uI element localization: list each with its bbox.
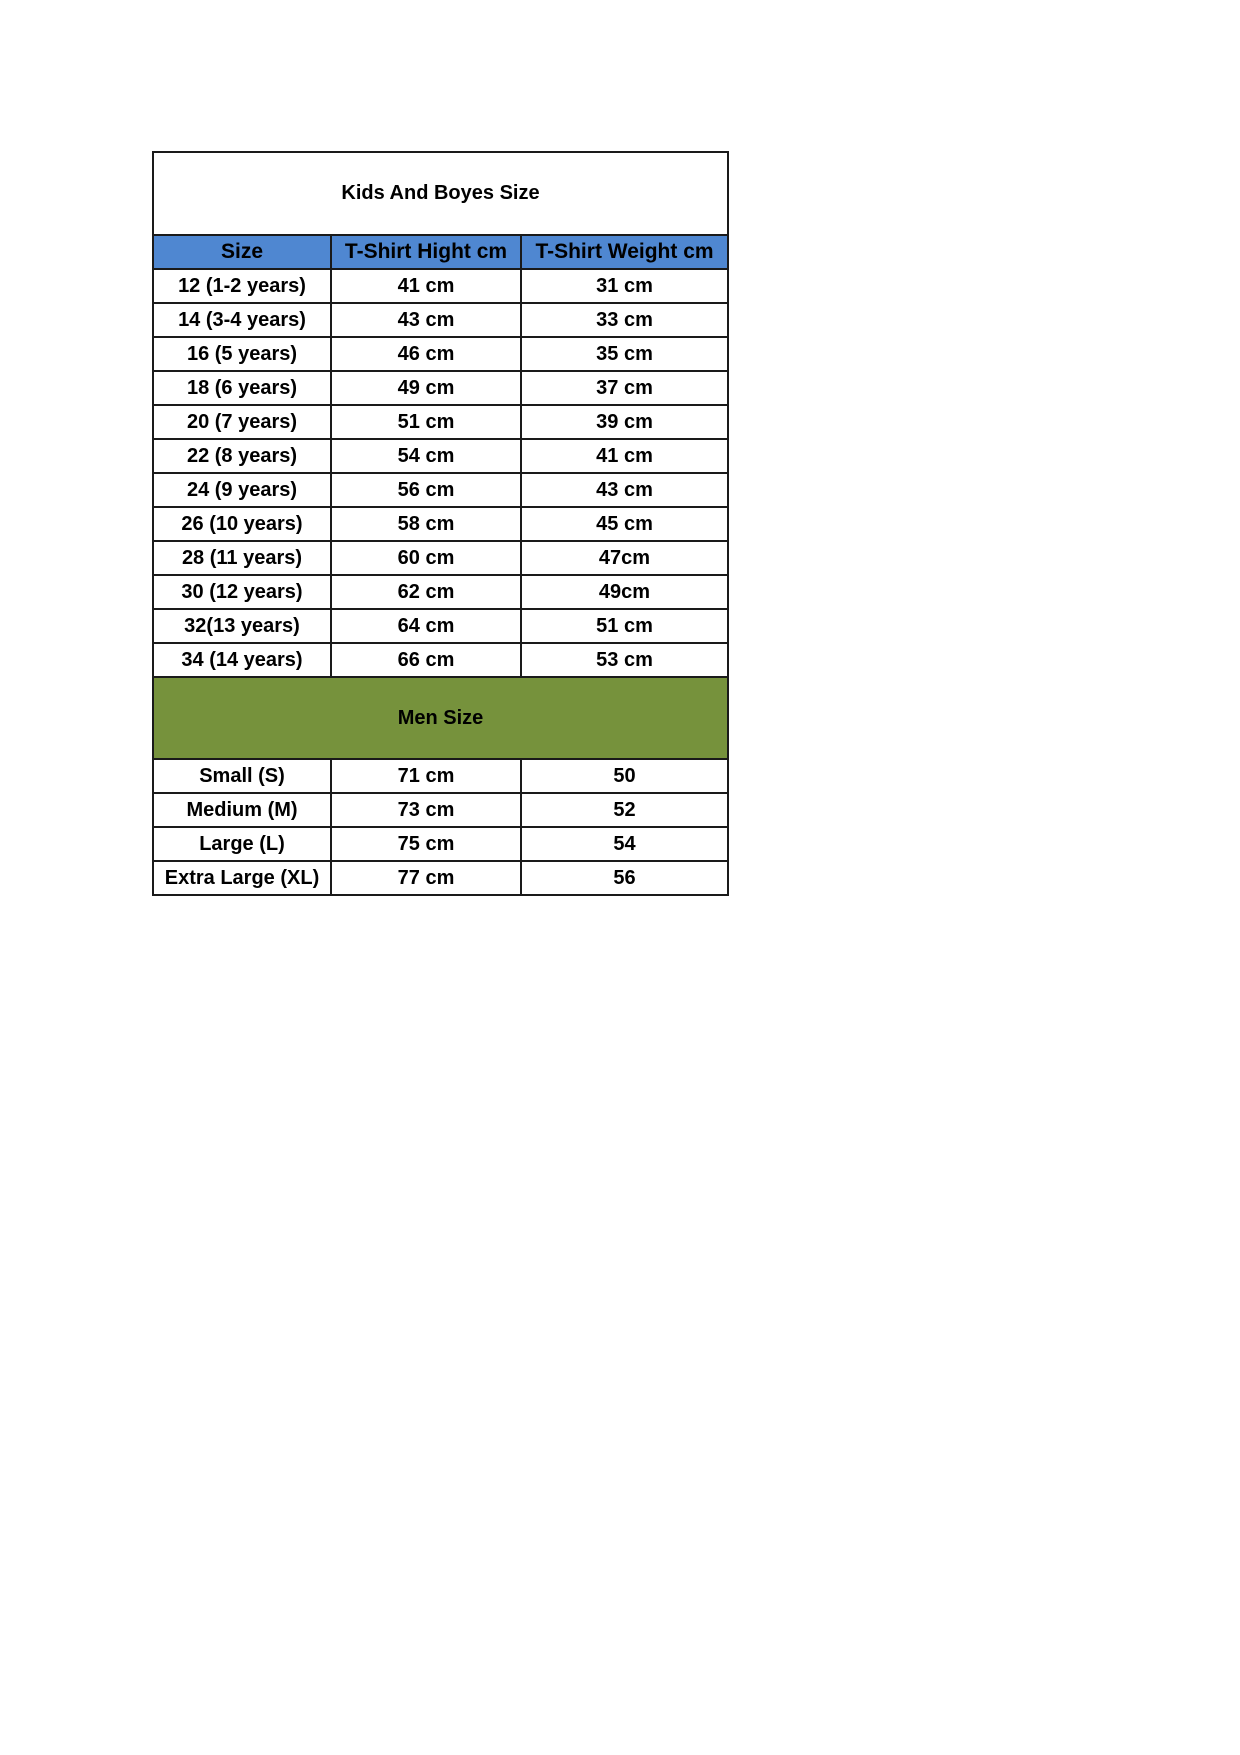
weight-cell: 35 cm bbox=[521, 337, 728, 371]
size-cell: Large (L) bbox=[153, 827, 331, 861]
weight-cell: 31 cm bbox=[521, 269, 728, 303]
kids-size-row bbox=[153, 405, 728, 439]
height-cell: 58 cm bbox=[331, 507, 521, 541]
size-cell: 22 (8 years) bbox=[153, 439, 331, 473]
kids-size-row bbox=[153, 507, 728, 541]
size-cell: 34 (14 years) bbox=[153, 643, 331, 677]
men-size-row bbox=[153, 861, 728, 895]
weight-cell: 37 cm bbox=[521, 371, 728, 405]
kids-size-row bbox=[153, 371, 728, 405]
kids-size-row bbox=[153, 269, 728, 303]
kids-size-row bbox=[153, 473, 728, 507]
column-header-row bbox=[153, 235, 728, 269]
height-cell: 77 cm bbox=[331, 861, 521, 895]
weight-cell: 43 cm bbox=[521, 473, 728, 507]
weight-cell: 50 bbox=[521, 759, 728, 793]
men-title-row bbox=[153, 677, 728, 759]
size-cell: 16 (5 years) bbox=[153, 337, 331, 371]
size-cell: 28 (11 years) bbox=[153, 541, 331, 575]
men-section-title: Men Size bbox=[153, 677, 728, 759]
size-cell: 30 (12 years) bbox=[153, 575, 331, 609]
weight-cell: 51 cm bbox=[521, 609, 728, 643]
size-cell: 24 (9 years) bbox=[153, 473, 331, 507]
height-cell: 64 cm bbox=[331, 609, 521, 643]
size-cell: Extra Large (XL) bbox=[153, 861, 331, 895]
kids-size-row bbox=[153, 575, 728, 609]
size-cell: Small (S) bbox=[153, 759, 331, 793]
height-cell: 41 cm bbox=[331, 269, 521, 303]
height-cell: 56 cm bbox=[331, 473, 521, 507]
men-size-row bbox=[153, 759, 728, 793]
height-cell: 73 cm bbox=[331, 793, 521, 827]
weight-cell: 41 cm bbox=[521, 439, 728, 473]
weight-cell: 54 bbox=[521, 827, 728, 861]
kids-size-row bbox=[153, 439, 728, 473]
height-cell: 66 cm bbox=[331, 643, 521, 677]
size-cell: 26 (10 years) bbox=[153, 507, 331, 541]
size-cell: 20 (7 years) bbox=[153, 405, 331, 439]
size-cell: 14 (3-4 years) bbox=[153, 303, 331, 337]
column-header-weight: T-Shirt Weight cm bbox=[521, 235, 728, 269]
height-cell: 43 cm bbox=[331, 303, 521, 337]
kids-size-row bbox=[153, 337, 728, 371]
weight-cell: 56 bbox=[521, 861, 728, 895]
height-cell: 46 cm bbox=[331, 337, 521, 371]
kids-section-title: Kids And Boyes Size bbox=[153, 152, 728, 235]
kids-size-row bbox=[153, 541, 728, 575]
men-size-row bbox=[153, 793, 728, 827]
weight-cell: 53 cm bbox=[521, 643, 728, 677]
column-header-size: Size bbox=[153, 235, 331, 269]
size-chart-table bbox=[152, 151, 729, 896]
height-cell: 49 cm bbox=[331, 371, 521, 405]
height-cell: 62 cm bbox=[331, 575, 521, 609]
size-cell: Medium (M) bbox=[153, 793, 331, 827]
height-cell: 54 cm bbox=[331, 439, 521, 473]
weight-cell: 45 cm bbox=[521, 507, 728, 541]
height-cell: 71 cm bbox=[331, 759, 521, 793]
men-size-row bbox=[153, 827, 728, 861]
kids-title-row bbox=[153, 152, 728, 235]
height-cell: 51 cm bbox=[331, 405, 521, 439]
weight-cell: 52 bbox=[521, 793, 728, 827]
height-cell: 75 cm bbox=[331, 827, 521, 861]
weight-cell: 39 cm bbox=[521, 405, 728, 439]
size-cell: 18 (6 years) bbox=[153, 371, 331, 405]
weight-cell: 33 cm bbox=[521, 303, 728, 337]
height-cell: 60 cm bbox=[331, 541, 521, 575]
kids-size-row bbox=[153, 303, 728, 337]
weight-cell: 47cm bbox=[521, 541, 728, 575]
size-cell: 12 (1-2 years) bbox=[153, 269, 331, 303]
kids-size-row bbox=[153, 609, 728, 643]
size-cell: 32(13 years) bbox=[153, 609, 331, 643]
column-header-height: T-Shirt Hight cm bbox=[331, 235, 521, 269]
weight-cell: 49cm bbox=[521, 575, 728, 609]
kids-size-row bbox=[153, 643, 728, 677]
